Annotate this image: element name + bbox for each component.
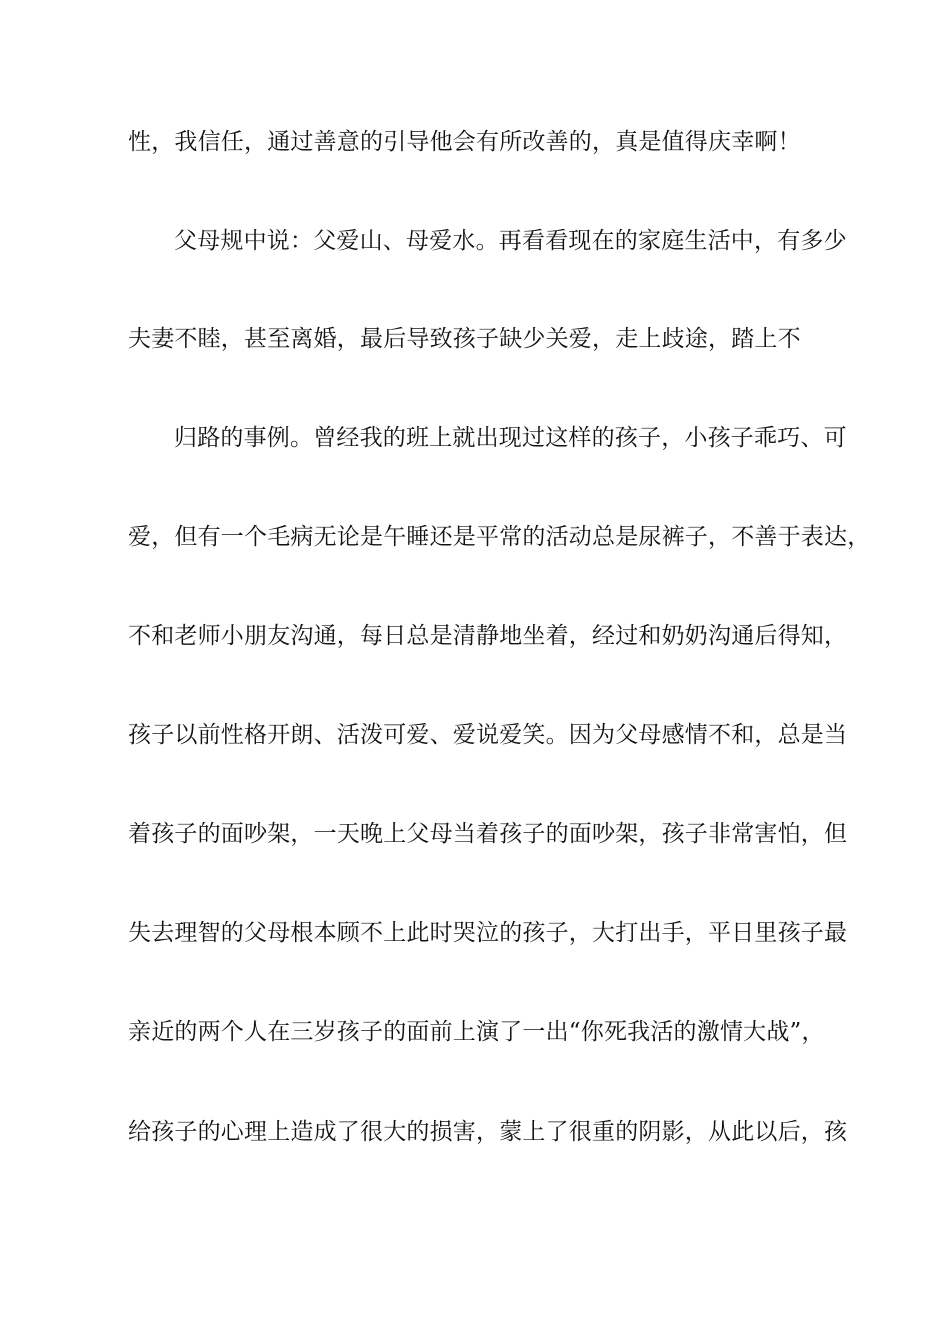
text-line: 夫妻不睦，甚至离婚，最后导致孩子缺少关爱，走上歧途，踏上不	[128, 326, 801, 352]
text-line: 着孩子的面吵架，一天晚上父母当着孩子的面吵架，孩子非常害怕，但	[128, 821, 848, 847]
text-line: 不和老师小朋友沟通，每日总是清静地坐着，经过和奶奶沟通后得知，	[128, 623, 848, 649]
text-line: 失去理智的父母根本顾不上此时哭泣的孩子，大打出手，平日里孩子最	[128, 920, 848, 946]
text-line: 亲近的两个人在三岁孩子的面前上演了一出“你死我活的激情大战”，	[128, 1019, 825, 1045]
paragraph-first-line: 父母规中说：父爱山、母爱水。再看看现在的家庭生活中，有多少	[174, 228, 847, 254]
text-line: 给孩子的心理上造成了很大的损害，蒙上了很重的阴影，从此以后，孩	[128, 1119, 848, 1145]
text-line: 孩子以前性格开朗、活泼可爱、爱说爱笑。因为父母感情不和，总是当	[128, 722, 848, 748]
text-line: 性，我信任，通过善意的引导他会有所改善的，真是值得庆幸啊！	[128, 129, 801, 155]
paragraph-first-line: 归路的事例。曾经我的班上就出现过这样的孩子，小孩子乖巧、可	[174, 425, 847, 451]
text-line: 爱，但有一个毛病无论是午睡还是平常的活动总是尿裤子，不善于表达，	[128, 524, 871, 550]
